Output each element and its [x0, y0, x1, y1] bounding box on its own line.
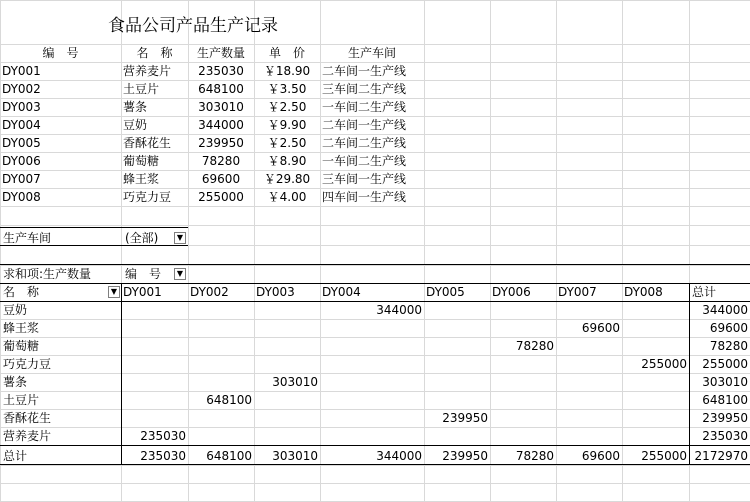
pivot-col-header[interactable]: DY002: [190, 285, 229, 299]
gridline-h: [0, 337, 750, 338]
pivot-grand-value[interactable]: 235030: [140, 449, 186, 463]
pivot-border-line: [0, 283, 750, 284]
pivot-row-label[interactable]: 葡萄糖: [3, 339, 40, 353]
pivot-border-line: [0, 301, 750, 302]
pivot-grand-value[interactable]: 78280: [515, 449, 554, 463]
cell-qty[interactable]: 344000: [198, 118, 244, 132]
cell-qty[interactable]: 648100: [198, 82, 244, 96]
pivot-value[interactable]: 648100: [206, 393, 252, 407]
pivot-value[interactable]: 69600: [581, 321, 620, 335]
cell-workshop[interactable]: 二车间一生产线: [322, 118, 407, 132]
pivot-value[interactable]: 239950: [442, 411, 488, 425]
pivot-col-field: 编 号: [125, 267, 162, 281]
pivot-grand-label: 总计: [3, 449, 28, 463]
gridline-h: [0, 391, 750, 392]
header-name: 名 称: [136, 46, 173, 60]
pivot-row-label[interactable]: 土豆片: [3, 393, 40, 407]
pivot-col-header[interactable]: DY004: [322, 285, 361, 299]
pivot-row-label[interactable]: 巧克力豆: [3, 357, 52, 371]
gridline-h: [0, 465, 750, 466]
cell-code[interactable]: DY001: [2, 64, 41, 78]
cell-code[interactable]: DY006: [2, 154, 41, 168]
cell-qty[interactable]: 78280: [201, 154, 241, 168]
cell-workshop[interactable]: 三车间一生产线: [322, 172, 407, 186]
cell-price[interactable]: ￥3.50: [267, 82, 307, 96]
cell-workshop[interactable]: 一车间二生产线: [322, 100, 407, 114]
pivot-row-total[interactable]: 239950: [702, 411, 748, 425]
pivot-row-total[interactable]: 235030: [702, 429, 748, 443]
cell-price[interactable]: ￥18.90: [263, 64, 311, 78]
pivot-col-header[interactable]: DY003: [256, 285, 295, 299]
pivot-row-total[interactable]: 78280: [709, 339, 748, 353]
cell-code[interactable]: DY002: [2, 82, 41, 96]
cell-qty[interactable]: 255000: [198, 190, 244, 204]
cell-price[interactable]: ￥4.00: [267, 190, 307, 204]
gridline-h: [0, 319, 750, 320]
cell-code[interactable]: DY004: [2, 118, 41, 132]
pivot-border-line: [121, 283, 122, 465]
cell-price[interactable]: ￥2.50: [267, 100, 307, 114]
cell-price[interactable]: ￥9.90: [267, 118, 307, 132]
header-code: 编 号: [42, 46, 79, 60]
cell-qty[interactable]: 239950: [198, 136, 244, 150]
gridline-h: [0, 427, 750, 428]
pivot-col-header[interactable]: DY005: [426, 285, 465, 299]
pivot-grand-value[interactable]: 303010: [272, 449, 318, 463]
header-qty: 生产数量: [196, 46, 245, 60]
cell-price[interactable]: ￥2.50: [267, 136, 307, 150]
pivot-grand-value[interactable]: 255000: [641, 449, 687, 463]
pivot-col-header[interactable]: DY006: [492, 285, 531, 299]
pivot-border-line: [0, 464, 750, 465]
cell-code[interactable]: DY007: [2, 172, 41, 186]
pivot-row-label[interactable]: 蜂王浆: [3, 321, 40, 335]
row-field-dropdown-icon[interactable]: ▼: [108, 286, 120, 298]
gridline-h: [0, 225, 750, 226]
cell-name[interactable]: 薯条: [123, 100, 148, 114]
pivot-col-header[interactable]: DY007: [558, 285, 597, 299]
pivot-row-total[interactable]: 69600: [709, 321, 748, 335]
pivot-col-header[interactable]: DY001: [123, 285, 162, 299]
pivot-grand-total[interactable]: 2172970: [694, 449, 748, 463]
pivot-total-header: 总计: [692, 285, 717, 299]
gridline-h: [0, 409, 750, 410]
cell-code[interactable]: DY003: [2, 100, 41, 114]
cell-qty[interactable]: 303010: [198, 100, 244, 114]
pivot-value[interactable]: 303010: [272, 375, 318, 389]
gridline-h: [0, 206, 750, 207]
sheet-title: 食品公司产品生产记录: [108, 16, 278, 36]
filter-label: 生产车间: [3, 231, 52, 245]
cell-workshop[interactable]: 一车间二生产线: [322, 154, 407, 168]
cell-workshop[interactable]: 二车间一生产线: [322, 64, 407, 78]
gridline-v: [556, 0, 557, 501]
pivot-value[interactable]: 78280: [515, 339, 554, 353]
pivot-value[interactable]: 344000: [376, 303, 422, 317]
pivot-row-total[interactable]: 344000: [702, 303, 748, 317]
pivot-border-line: [0, 245, 188, 246]
pivot-grand-value[interactable]: 344000: [376, 449, 422, 463]
pivot-data-label: 求和项:生产数量: [3, 267, 92, 281]
pivot-border-line: [689, 283, 690, 465]
gridline-v: [320, 0, 321, 501]
pivot-border-line: [0, 264, 750, 265]
gridline-v: [0, 0, 1, 501]
cell-code[interactable]: DY008: [2, 190, 41, 204]
cell-price[interactable]: ￥8.90: [267, 154, 307, 168]
cell-name[interactable]: 土豆片: [123, 82, 160, 96]
cell-name[interactable]: 豆奶: [123, 118, 148, 132]
pivot-border-line: [0, 445, 750, 446]
pivot-grand-value[interactable]: 69600: [581, 449, 620, 463]
pivot-border-line: [0, 227, 188, 228]
cell-workshop[interactable]: 二车间二生产线: [322, 136, 407, 150]
pivot-value[interactable]: 235030: [140, 429, 186, 443]
cell-price[interactable]: ￥29.80: [263, 172, 311, 186]
gridline-h: [0, 0, 750, 1]
cell-name[interactable]: 巧克力豆: [123, 190, 172, 204]
pivot-row-label[interactable]: 香酥花生: [3, 411, 52, 425]
cell-name[interactable]: 营养麦片: [123, 64, 172, 78]
filter-value[interactable]: (全部): [125, 231, 159, 245]
pivot-value[interactable]: 255000: [641, 357, 687, 371]
pivot-grand-value[interactable]: 239950: [442, 449, 488, 463]
filter-dropdown-icon[interactable]: ▼: [174, 232, 186, 244]
pivot-grand-value[interactable]: 648100: [206, 449, 252, 463]
gridline-h: [0, 373, 750, 374]
cell-name[interactable]: 香酥花生: [123, 136, 172, 150]
pivot-col-header[interactable]: DY008: [624, 285, 663, 299]
pivot-row-total[interactable]: 303010: [702, 375, 748, 389]
header-workshop: 生产车间: [347, 46, 396, 60]
gridline-h: [0, 265, 750, 266]
pivot-row-total[interactable]: 255000: [702, 357, 748, 371]
gridline-v: [622, 0, 623, 501]
header-price: 单 价: [268, 46, 305, 60]
gridline-v: [490, 0, 491, 501]
cell-code[interactable]: DY005: [2, 136, 41, 150]
pivot-row-label[interactable]: 薯条: [3, 375, 28, 389]
pivot-row-label[interactable]: 营养麦片: [3, 429, 52, 443]
cell-qty[interactable]: 69600: [201, 172, 241, 186]
cell-workshop[interactable]: 四车间一生产线: [322, 190, 407, 204]
col-field-dropdown-icon[interactable]: ▼: [174, 268, 186, 280]
cell-workshop[interactable]: 三车间二生产线: [322, 82, 407, 96]
cell-qty[interactable]: 235030: [198, 64, 244, 78]
pivot-row-field: 名 称: [3, 285, 40, 299]
gridline-h: [0, 483, 750, 484]
pivot-row-label[interactable]: 豆奶: [3, 303, 28, 317]
cell-name[interactable]: 蜂王浆: [123, 172, 160, 186]
pivot-row-total[interactable]: 648100: [702, 393, 748, 407]
cell-name[interactable]: 葡萄糖: [123, 154, 160, 168]
